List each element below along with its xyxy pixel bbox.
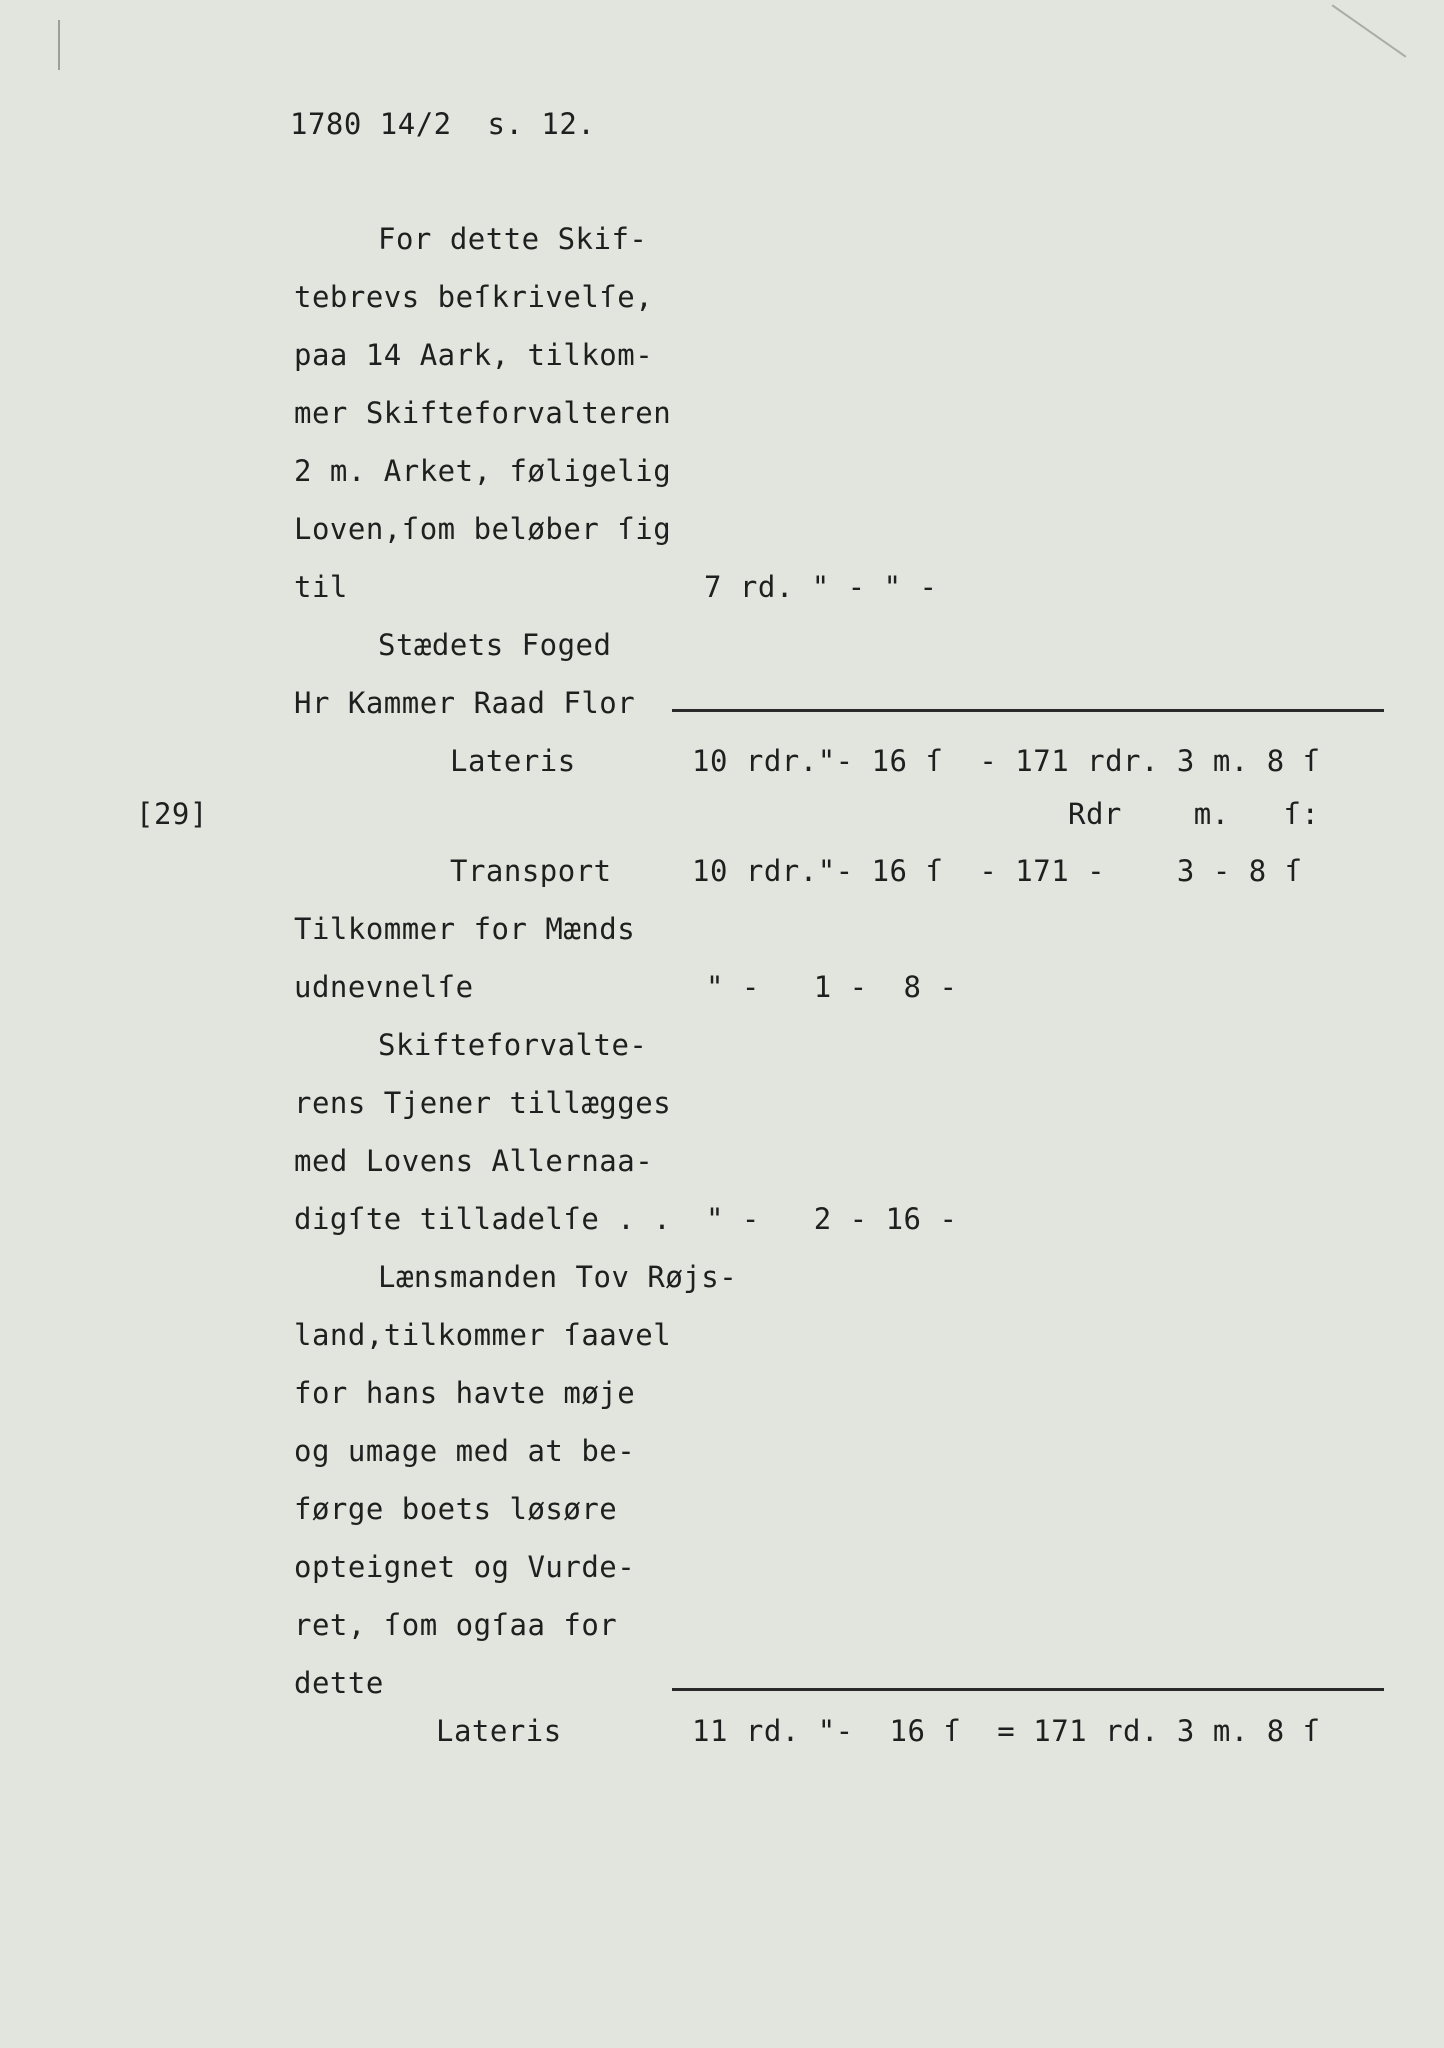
amount-til: 7 rd. " - " - [704,570,938,604]
text-line: førge boets løsøre [294,1492,618,1526]
page-number-margin-note: [29] [136,797,208,831]
amount-lateris-1: 10 rdr."- 16 ſ - 171 rdr. 3 m. 8 ſ [692,744,1321,778]
text-line: Tilkommer for Mænds [294,912,636,946]
text-line: Hr Kammer Raad Flor [294,686,636,720]
column-headers: Rdr m. ſ: [1068,797,1320,831]
text-line: digſte tilladelſe . . [294,1202,672,1236]
sum-rule [672,1688,1384,1691]
text-line: opteignet og Vurde- [294,1550,636,1584]
amount-udnevnelse: " - 1 - 8 - [706,970,958,1004]
text-line: ret, ſom ogſaa for [294,1608,618,1642]
page-corner-mark [1332,4,1407,57]
text-line: mer Skifteforvalteren [294,396,672,430]
text-line: paa 14 Aark, tilkom- [294,338,654,372]
text-line: Skifteforvalte- [378,1028,648,1062]
page-edge-mark [58,20,60,70]
text-line: og umage med at be- [294,1434,636,1468]
amount-lateris-2: 11 rd. "- 16 ſ = 171 rd. 3 m. 8 ſ [692,1714,1321,1748]
sum-rule [672,709,1384,712]
text-line: Loven,ſom beløber ſig [294,512,672,546]
text-line: land,tilkommer ſaavel [294,1318,672,1352]
text-line: med Lovens Allernaa- [294,1144,654,1178]
amount-transport: 10 rdr."- 16 ſ - 171 - 3 - 8 ſ [692,854,1303,888]
text-line: Lænsmanden Tov Røjs- [378,1260,738,1294]
text-line: Transport [450,854,612,888]
amount-tilladelse: " - 2 - 16 - [706,1202,958,1236]
text-line: tebrevs beſkrivelſe, [294,280,654,314]
text-line: til [294,570,348,604]
text-line: dette [294,1666,384,1700]
text-line: For dette Skif- [378,222,648,256]
text-line: for hans havte møje [294,1376,636,1410]
text-line: Lateris [436,1714,562,1748]
document-header: 1780 14/2 s. 12. [290,107,596,141]
text-line: Lateris [450,744,576,778]
text-line: udnevnelſe [294,970,474,1004]
text-line: 2 m. Arket, føligelig [294,454,672,488]
text-line: Stædets Foged [378,628,612,662]
text-line: rens Tjener tillægges [294,1086,672,1120]
